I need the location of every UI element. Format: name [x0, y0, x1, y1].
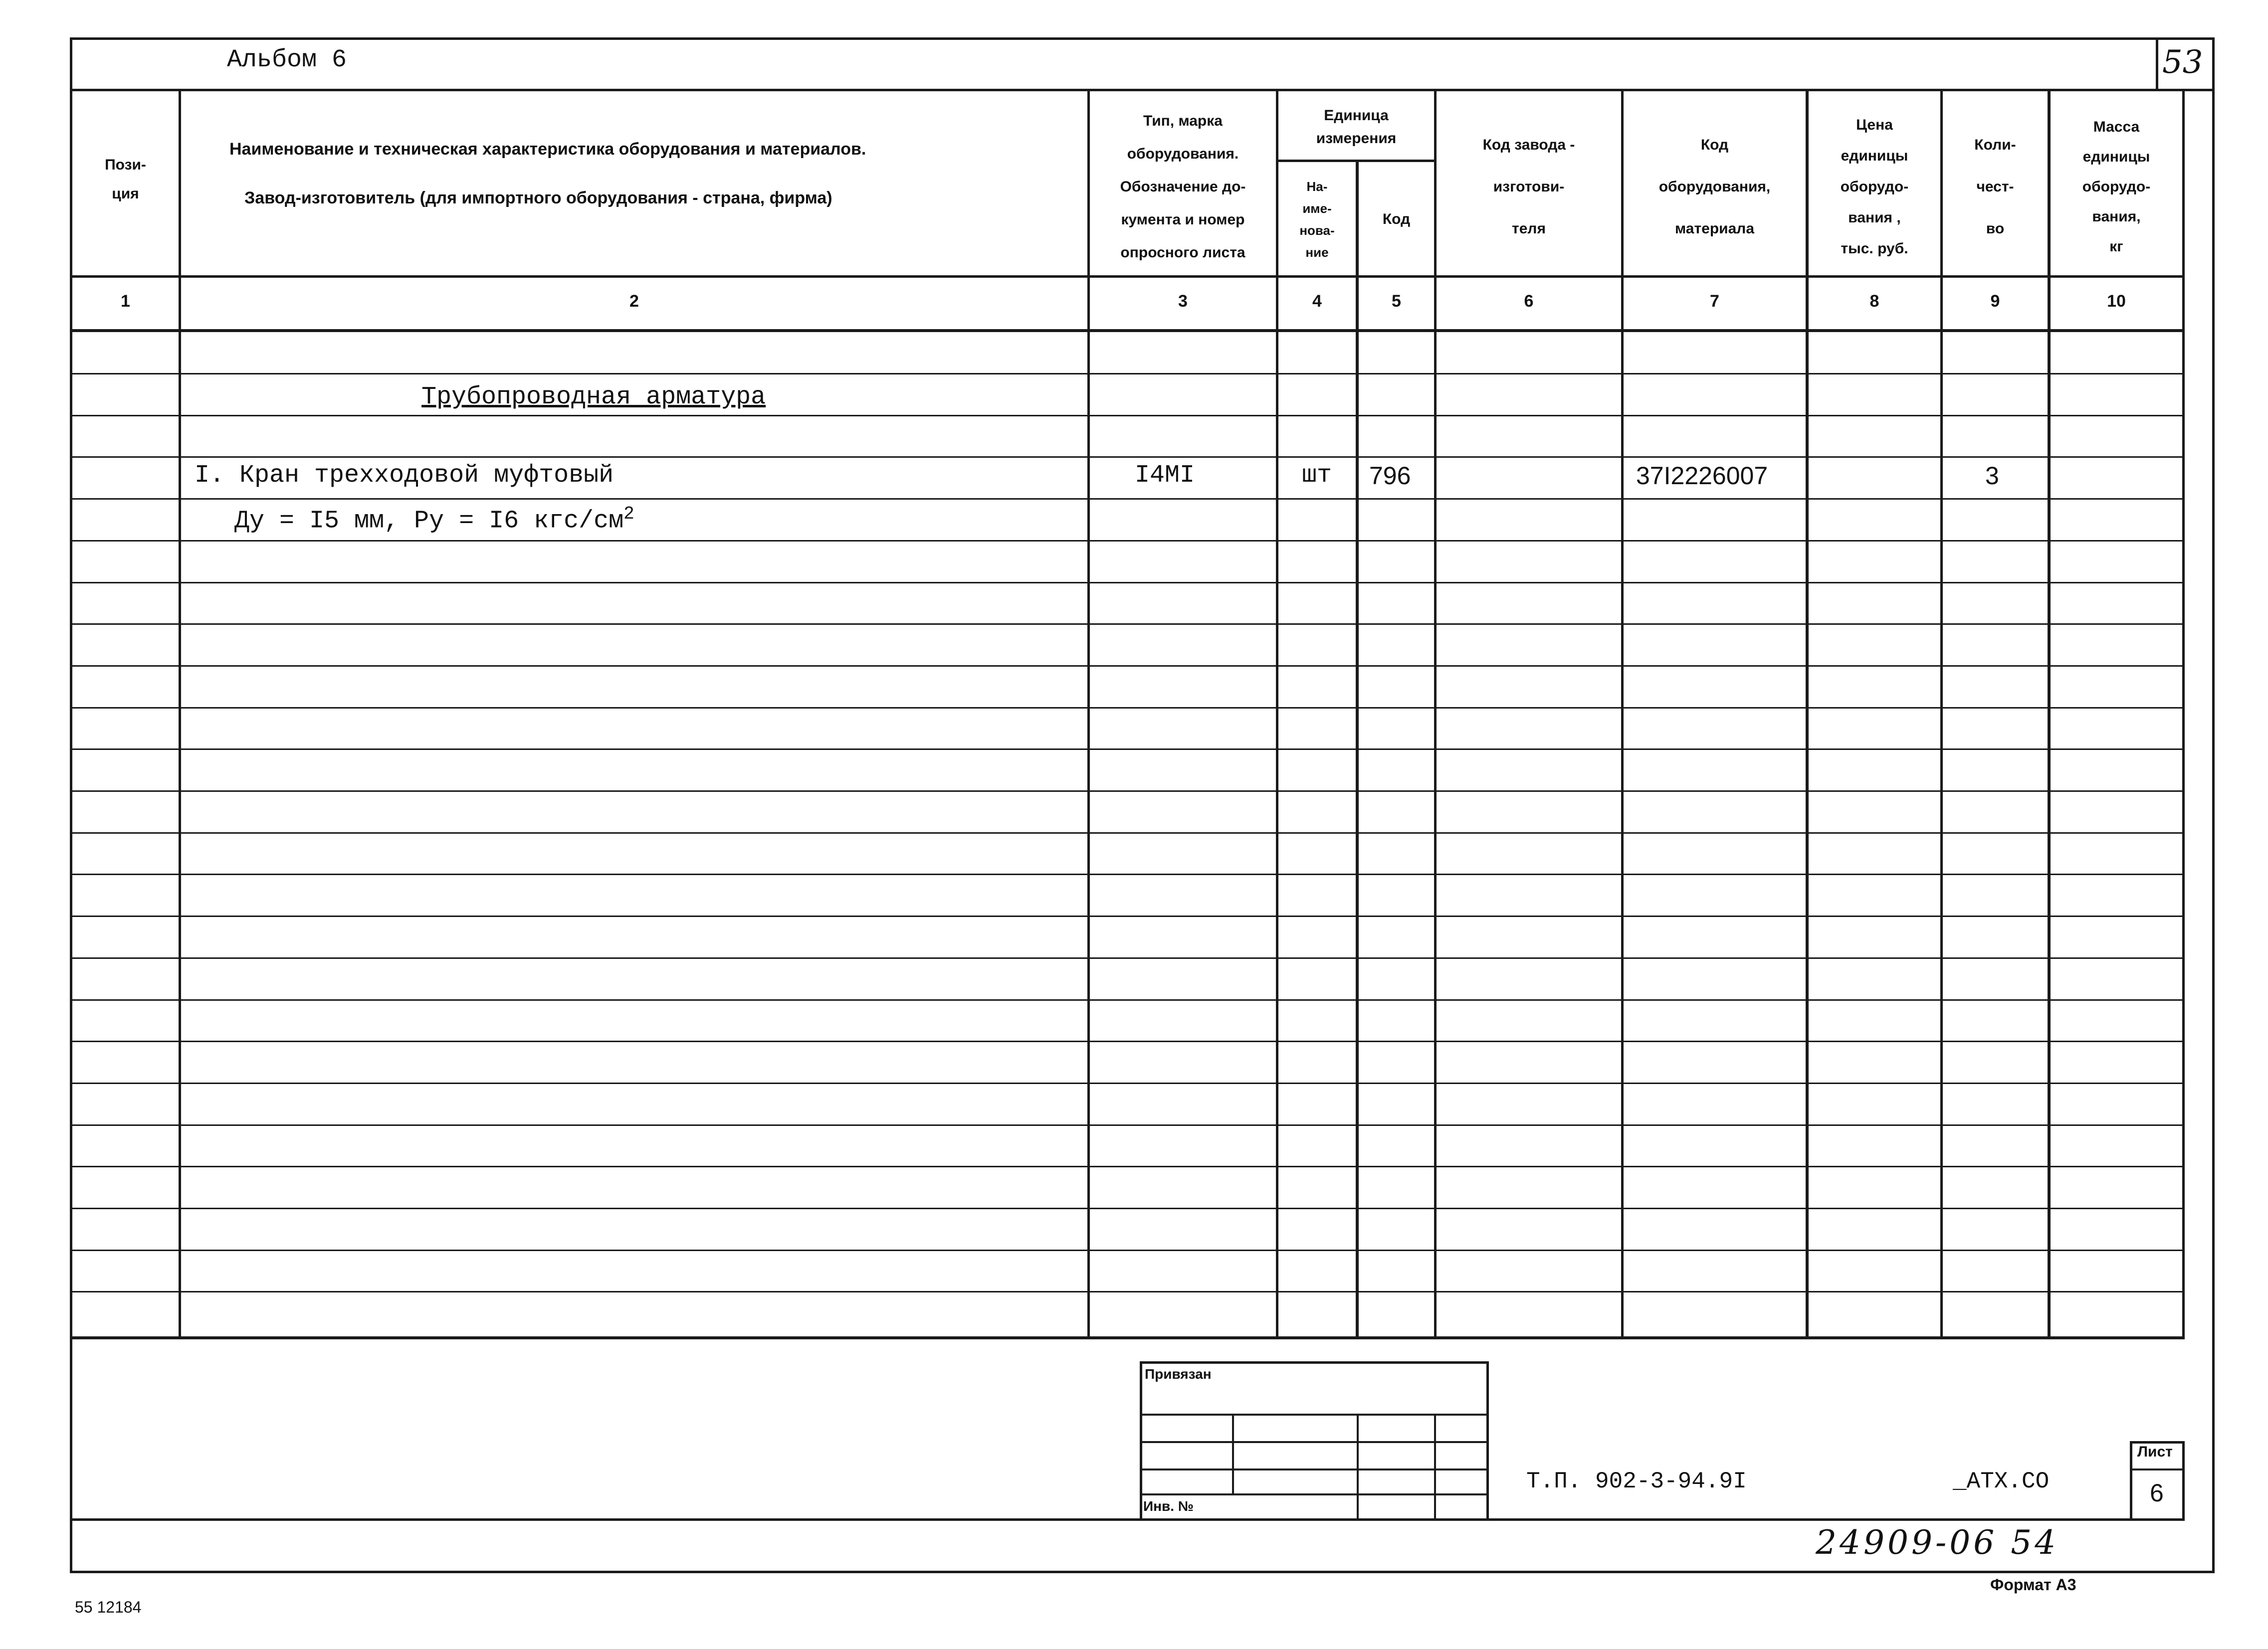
item-1-equipment-code: 37I2226007: [1636, 462, 1768, 490]
stamp-col-1: [1232, 1414, 1234, 1493]
col-line-6: [1621, 91, 1624, 1338]
table-row-line: [70, 498, 2185, 500]
table-row-line: [70, 1250, 2185, 1251]
table-row-line: [70, 832, 2185, 834]
table-row-line: [70, 707, 2185, 709]
table-row-line: [70, 1291, 2185, 1292]
table-bottom: [70, 1336, 2185, 1339]
album-row-bottom: [70, 89, 2215, 91]
table-row-line: [70, 1041, 2185, 1042]
table-row-line: [70, 1083, 2185, 1084]
colnum-4: 4: [1312, 292, 1322, 311]
col-10-header: Масса единицы оборудо- вания, кг: [2082, 119, 2151, 255]
stamp-col-3: [1434, 1414, 1436, 1521]
item-1-spec-sup: 2: [623, 504, 634, 524]
col-4-header: На- име- нова- ние: [1299, 179, 1335, 260]
sheet-label: Лист: [2137, 1444, 2173, 1460]
col-line-5: [1434, 91, 1437, 1338]
unit-group-divider: [1276, 160, 1437, 162]
page-number: 53: [2162, 44, 2203, 81]
col-line-10: [2182, 91, 2185, 1338]
item-1-spec-text: Ду = I5 мм, Ру = I6 кгс/см: [234, 507, 624, 536]
table-row-line: [70, 1166, 2185, 1167]
table-row-line: [70, 582, 2185, 583]
doc-suffix: _АТХ.СО: [1953, 1468, 2050, 1494]
colnum-2: 2: [629, 292, 639, 311]
album-title: Альбом 6: [227, 46, 347, 74]
table-row-line: [70, 1208, 2185, 1209]
colnum-5: 5: [1392, 292, 1401, 311]
stamp-inv-label: Инв. №: [1143, 1498, 1194, 1514]
table-row-line: [70, 790, 2185, 792]
item-1-type: I4MI: [1135, 461, 1195, 490]
header-bottom: [70, 275, 2185, 278]
col-2-header-line1: Наименование и техническая характеристика оборудования и материалов.: [229, 140, 866, 159]
sheet-number: 6: [2150, 1479, 2164, 1507]
colnum-7: 7: [1710, 292, 1719, 311]
table-row-line: [70, 623, 2185, 625]
col-1-header: Пози- ция: [105, 157, 146, 202]
item-1-unit: шт: [1302, 461, 1332, 490]
col-line-1: [179, 91, 181, 1338]
format-label: Формат А3: [1990, 1576, 2076, 1594]
colnum-bottom: [70, 329, 2185, 332]
stamp-line-2: [1140, 1441, 1489, 1443]
colnum-8: 8: [1869, 292, 1879, 311]
col-line-9: [2048, 91, 2051, 1338]
table-row-line: [70, 665, 2185, 667]
item-1-unit-code: 796: [1369, 462, 1411, 490]
item-1-name: I. Кран трехходовой муфтовый: [195, 461, 614, 490]
col-line-3: [1276, 91, 1278, 1338]
col-line-8: [1940, 91, 1943, 1338]
col-7-header: Код оборудования, материала: [1658, 137, 1771, 237]
colnum-9: 9: [1990, 292, 2000, 311]
item-1-spec: [234, 504, 634, 536]
table-row-line: [70, 373, 2185, 374]
sheet-box-divider: [2130, 1468, 2185, 1470]
col-line-7: [1806, 91, 1809, 1338]
colnum-6: 6: [1524, 292, 1534, 311]
col-5-header: Код: [1382, 211, 1411, 227]
col-line-2: [1087, 91, 1090, 1338]
table-row-line: [70, 916, 2185, 917]
table-row-line: [70, 415, 2185, 416]
stamp-line-1: [1140, 1414, 1489, 1416]
stamp-line-4: [1140, 1493, 1489, 1495]
item-1-quantity: 3: [1985, 462, 1999, 490]
stamp-linked-label: Привязан: [1145, 1366, 1212, 1382]
stamp-col-2: [1357, 1414, 1359, 1521]
section-title: Трубопроводная арматура: [421, 383, 766, 411]
stamp-line-3: [1140, 1468, 1489, 1470]
table-row-line: [70, 748, 2185, 750]
colnum-3: 3: [1178, 292, 1188, 311]
table-row-line: [70, 999, 2185, 1001]
colnum-10: 10: [2107, 292, 2126, 311]
colnum-1: 1: [121, 292, 130, 311]
corner-code: 55 12184: [75, 1598, 142, 1616]
col-2-header-line2: Завод-изготовитель (для импортного оборудования - страна, фирма): [244, 188, 832, 207]
table-row-line: [70, 1124, 2185, 1126]
col-3-header: Тип, марка оборудования. Обозначение до- кумента и номер опросного листа: [1120, 113, 1246, 261]
table-row-line: [70, 456, 2185, 458]
col-8-header: Цена единицы оборудо- вания , тыс. руб.: [1840, 117, 1909, 257]
col-6-header: Код завода - изготови- теля: [1482, 137, 1575, 237]
table-row-line: [70, 874, 2185, 875]
unit-group-header: Единица измерения: [1316, 107, 1397, 147]
col-9-header: Коли- чест- во: [1974, 137, 2016, 237]
doc-code: Т.П. 902-3-94.9I: [1526, 1468, 1747, 1494]
sheet-bottom-line: [70, 1518, 2185, 1521]
handwritten-number: 24909-06 54: [1816, 1523, 2059, 1562]
table-row-line: [70, 540, 2185, 542]
table-row-line: [70, 957, 2185, 959]
